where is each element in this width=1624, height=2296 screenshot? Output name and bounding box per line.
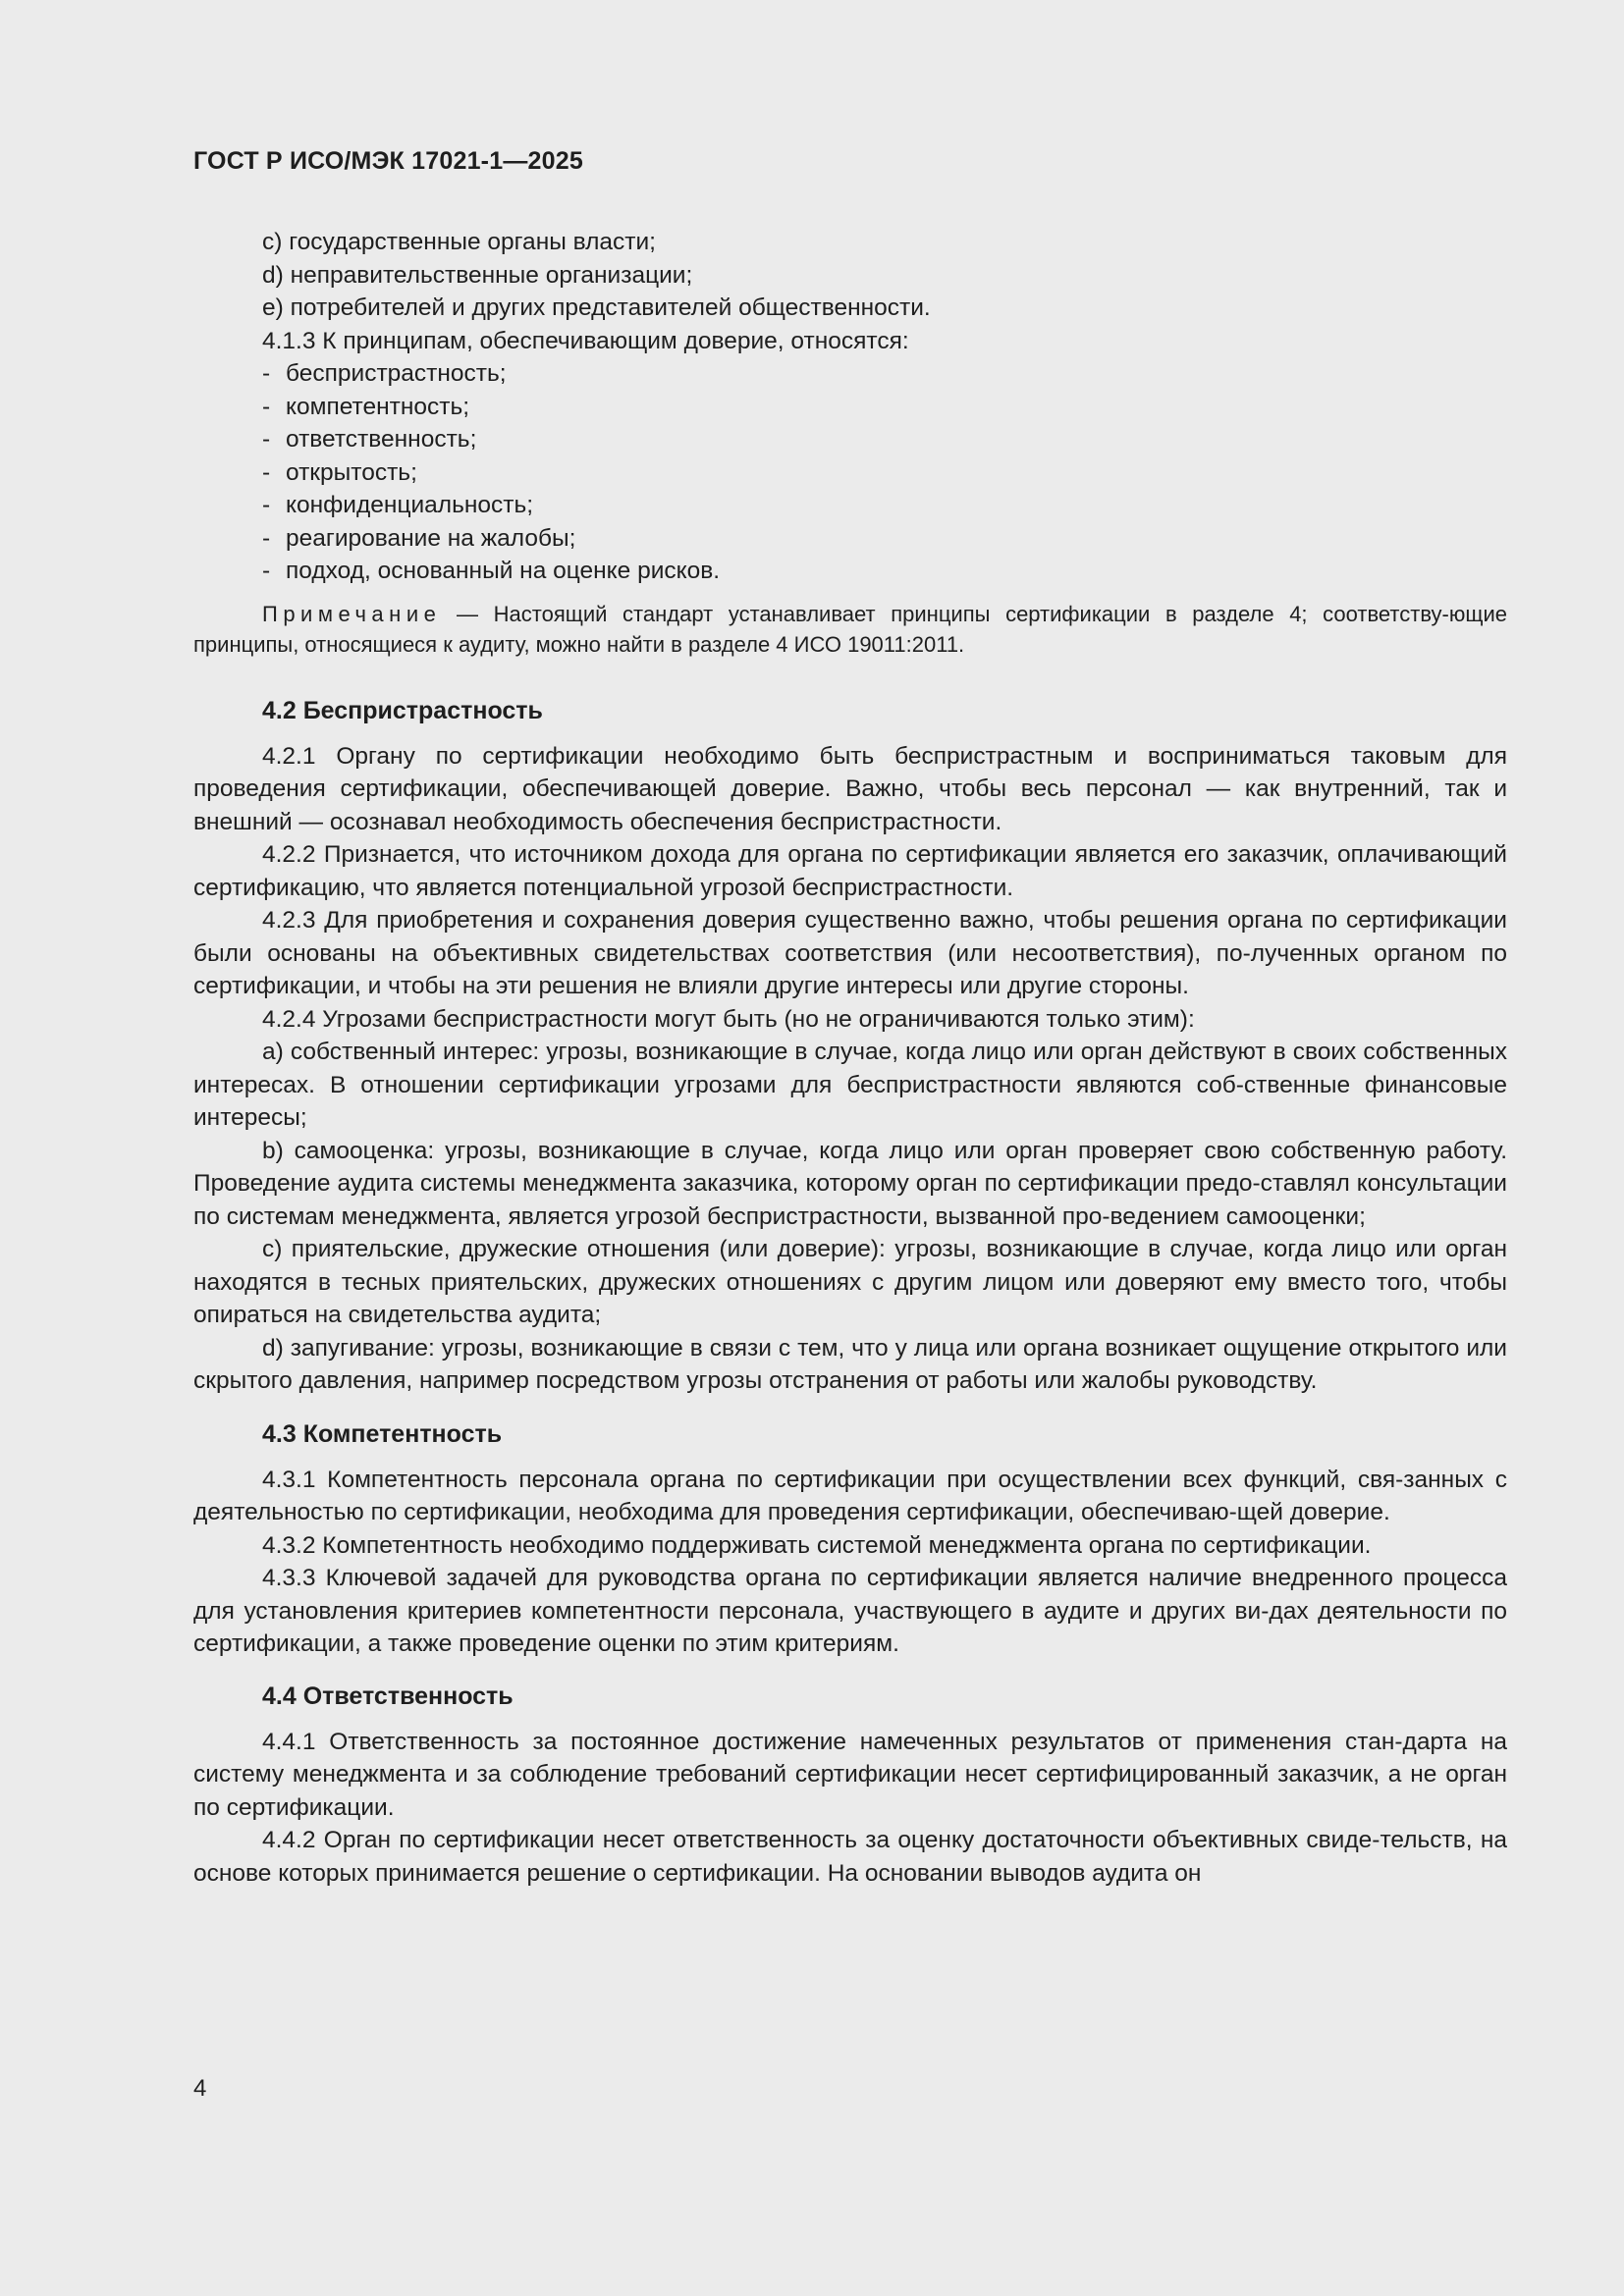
principle-item [193, 489, 1507, 522]
section-heading-4-3: 4.3 Компетентность [262, 1419, 503, 1448]
principle-item-text: беспристрастность; [286, 360, 507, 387]
paragraph: 4.2.3 Для приобретения и сохранения доверия существенно важно, чтобы решения органа по сертификации были основаны на объективных свидетельствах соответствия (или несоответствия), по-лученных органом по сертификации, и чтобы на эти решения не влияли другие интересы или другие стороны. [193, 907, 1507, 999]
principle-item-text: реагирование на жалобы; [286, 524, 576, 552]
list-dash: - [262, 458, 271, 486]
note-text: Настоящий стандарт устанавливает принципы сертификации в разделе 4; соответству-ющие принципы, относящиеся к аудиту, можно найти в разделе 4 ИСО 19011:2011. [193, 601, 1507, 657]
list-item-d: d) неправительственные организации; [262, 261, 693, 289]
principle-item [193, 357, 1507, 391]
paragraph: 4.4.1 Ответственность за постоянное достижение намеченных результатов от применения стан-дарта на систему менеджмента и за соблюдение требований сертификации несет сертифицированный заказчик, а не орган по сертификации. [193, 1728, 1507, 1821]
principle-item-text: компетентность; [286, 393, 470, 420]
list-dash: - [262, 426, 271, 453]
note-label: Примечание [262, 601, 442, 626]
list-item-c: c) государственные органы власти; [262, 229, 656, 255]
paragraph: 4.3.3 Ключевой задачей для руководства органа по сертификации является наличие внедренного процесса для установления критериев компетентности персонала, участвующего в аудите и других ви-дах деятельности по сертификации, а также проведение оценки по этим критериям. [193, 1565, 1507, 1657]
paragraph: d) запугивание: угрозы, возникающие в связи с тем, что у лица или органа возникает ощущение открытого или скрытого давления, например посредством угрозы отстранения от работы или жалобы руководству. [193, 1334, 1507, 1394]
list-dash: - [262, 492, 271, 518]
paragraph: b) самооценка: угрозы, возникающие в случае, когда лицо или орган проверяет свою собственную работу. Проведение аудита системы менеджмента заказчика, которому орган по сертификации предо-ставлял консультации по системам менеджмента, является угрозой беспристрастности, вызванной про-ведением самооценки; [193, 1137, 1507, 1230]
page-number: 4 [193, 2075, 207, 2102]
principle-item-text: ответственность; [286, 426, 477, 453]
paragraph: 4.4.2 Орган по сертификации несет ответственность за оценку достаточности объективных свиде-тельств, на основе которых принимается решение о сертификации. На основании выводов аудита он [193, 1827, 1507, 1887]
principle-item-text: конфиденциальность; [286, 492, 534, 518]
principle-item-text: подход, основанный на оценке рисков. [286, 558, 721, 584]
paragraph: 4.3.1 Компетентность персонала органа по сертификации при осуществлении всех функций, свя-занных с деятельностью по сертификации, необходима для проведения сертификации, обеспечиваю-щей доверие. [193, 1466, 1507, 1525]
note-block [193, 599, 1507, 660]
paragraph: 4.2.1 Органу по сертификации необходимо быть беспристрастным и восприниматься таковым для проведения сертификации, обеспечивающей доверие. Важно, чтобы весь персонал — как внутренний, так и внешний — осознавал необходимость обеспечения беспристрастности. [193, 742, 1507, 835]
paragraph: a) собственный интерес: угрозы, возникающие в случае, когда лицо или орган действуют в своих собственных интересах. В отношении сертификации угрозами для беспристрастности являются соб-ственные финансовые интересы; [193, 1039, 1507, 1131]
paragraph: 4.2.2 Признается, что источником дохода для органа по сертификации является его заказчик, оплачивающий сертификацию, что является потенциальной угрозой беспристрастности. [193, 841, 1507, 901]
clause-4-1-3: 4.1.3 К принципам, обеспечивающим доверие, относятся: [262, 327, 909, 354]
paragraph: c) приятельские, дружеские отношения (или доверие): угрозы, возникающие в случае, когда лицо или орган находятся в тесных приятельских, дружеских отношениях с другим лицом или доверяют ему вместо того, чтобы опираться на свидетельства аудита; [193, 1236, 1507, 1328]
section-heading-4-4: 4.4 Ответственность [262, 1682, 514, 1710]
section-heading-4-2: 4.2 Беспристрастность [262, 696, 543, 724]
list-dash: - [262, 558, 271, 584]
principle-item [193, 423, 1507, 456]
list-dash: - [262, 393, 271, 420]
note-dash: — [441, 601, 494, 626]
principle-item [193, 456, 1507, 490]
list-item-e: e) потребителей и других представителей общественности. [262, 294, 931, 321]
principle-item-text: открытость; [286, 458, 417, 486]
paragraph: 4.2.4 Угрозами беспристрастности могут быть (но не ограничиваются только этим): [262, 1005, 1195, 1033]
principle-item [193, 555, 1507, 588]
principle-item [193, 391, 1507, 424]
list-dash: - [262, 360, 271, 387]
document-code-header: ГОСТ Р ИСО/МЭК 17021-1—2025 [193, 147, 583, 175]
principle-item [193, 522, 1507, 556]
document-body [193, 226, 1507, 1890]
list-dash: - [262, 524, 271, 552]
paragraph: 4.3.2 Компетентность необходимо поддерживать системой менеджмента органа по сертификации. [262, 1531, 1372, 1559]
